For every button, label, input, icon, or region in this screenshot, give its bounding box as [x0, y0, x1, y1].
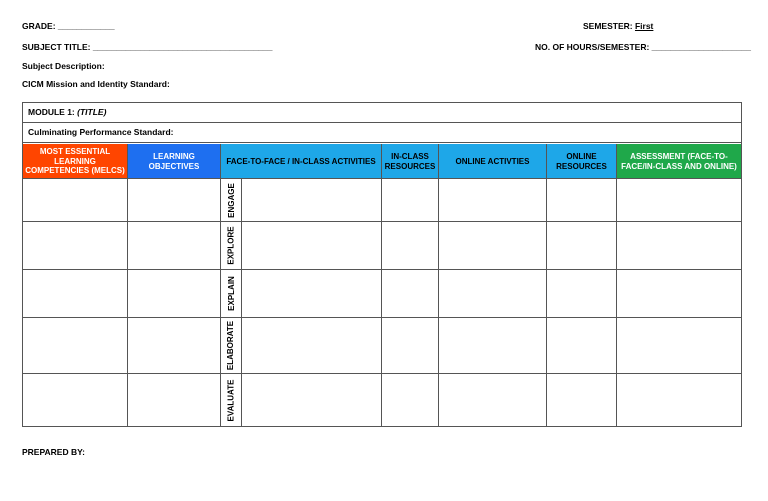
subject-description-label: Subject Description:	[22, 61, 105, 71]
phase-elaborate	[221, 318, 241, 373]
culminating-standard-label: Culminating Performance Standard:	[28, 127, 174, 137]
grid-line-col-phase	[241, 179, 242, 426]
phase-label: EXPLAIN	[226, 276, 236, 311]
hours-per-semester-label: NO. OF HOURS/SEMESTER: _____________________	[535, 42, 751, 52]
phase-label: EXPLORE	[226, 226, 236, 265]
grid-line-header-bottom	[23, 178, 741, 179]
phase-evaluate	[221, 374, 241, 426]
module-title-row	[23, 103, 741, 123]
phase-engage	[221, 179, 241, 221]
subject-title-label: SUBJECT TITLE: ______________________________________	[22, 42, 273, 52]
grid-line-row-3	[23, 317, 741, 318]
grid-line-col-6	[616, 179, 617, 426]
grid-line-row-4	[23, 373, 741, 374]
column-header-learning-objectives: LEARNING OBJECTIVES	[128, 144, 221, 179]
phase-explain	[221, 270, 241, 317]
grade-label: GRADE: ____________	[22, 21, 115, 31]
grid-line-col-5	[546, 179, 547, 426]
phase-explore	[221, 222, 241, 269]
column-header-online-activities: ONLINE ACTIVTIES	[439, 144, 547, 179]
grid-line-col-1	[127, 179, 128, 426]
phase-label: ENGAGE	[226, 182, 236, 218]
culminating-standard-row	[23, 123, 741, 143]
module-title: (TITLE)	[77, 107, 107, 117]
semester-field	[583, 21, 653, 31]
grid-line-row-1	[23, 221, 741, 222]
semester-label: SEMESTER:	[583, 21, 633, 31]
column-header-melcs: MOST ESSENTIAL LEARNING COMPETENCIES (MELCS)	[23, 144, 128, 179]
grid-line-col-3	[381, 179, 382, 426]
grid-line-col-4	[438, 179, 439, 426]
phase-label: EVALUATE	[226, 379, 236, 421]
column-header-assessment: ASSESSMENT (FACE-TO-FACE/IN-CLASS AND ONLINE)	[617, 144, 741, 179]
module-plan-table	[22, 102, 742, 427]
column-header-online-resources: ONLINE RESOURCES	[547, 144, 617, 179]
cicm-mission-label: CICM Mission and Identity Standard:	[22, 79, 170, 89]
phase-label: ELABORATE	[226, 320, 236, 371]
semester-value: First	[634, 21, 654, 31]
column-header-in-class-resources: IN-CLASS RESOURCES	[382, 144, 439, 179]
module-label: MODULE 1:	[28, 107, 75, 117]
column-header-face-to-face-activities: FACE-TO-FACE / IN-CLASS ACTIVITIES	[221, 144, 382, 179]
grid-line-row-2	[23, 269, 741, 270]
prepared-by-label: PREPARED BY:	[22, 447, 85, 457]
